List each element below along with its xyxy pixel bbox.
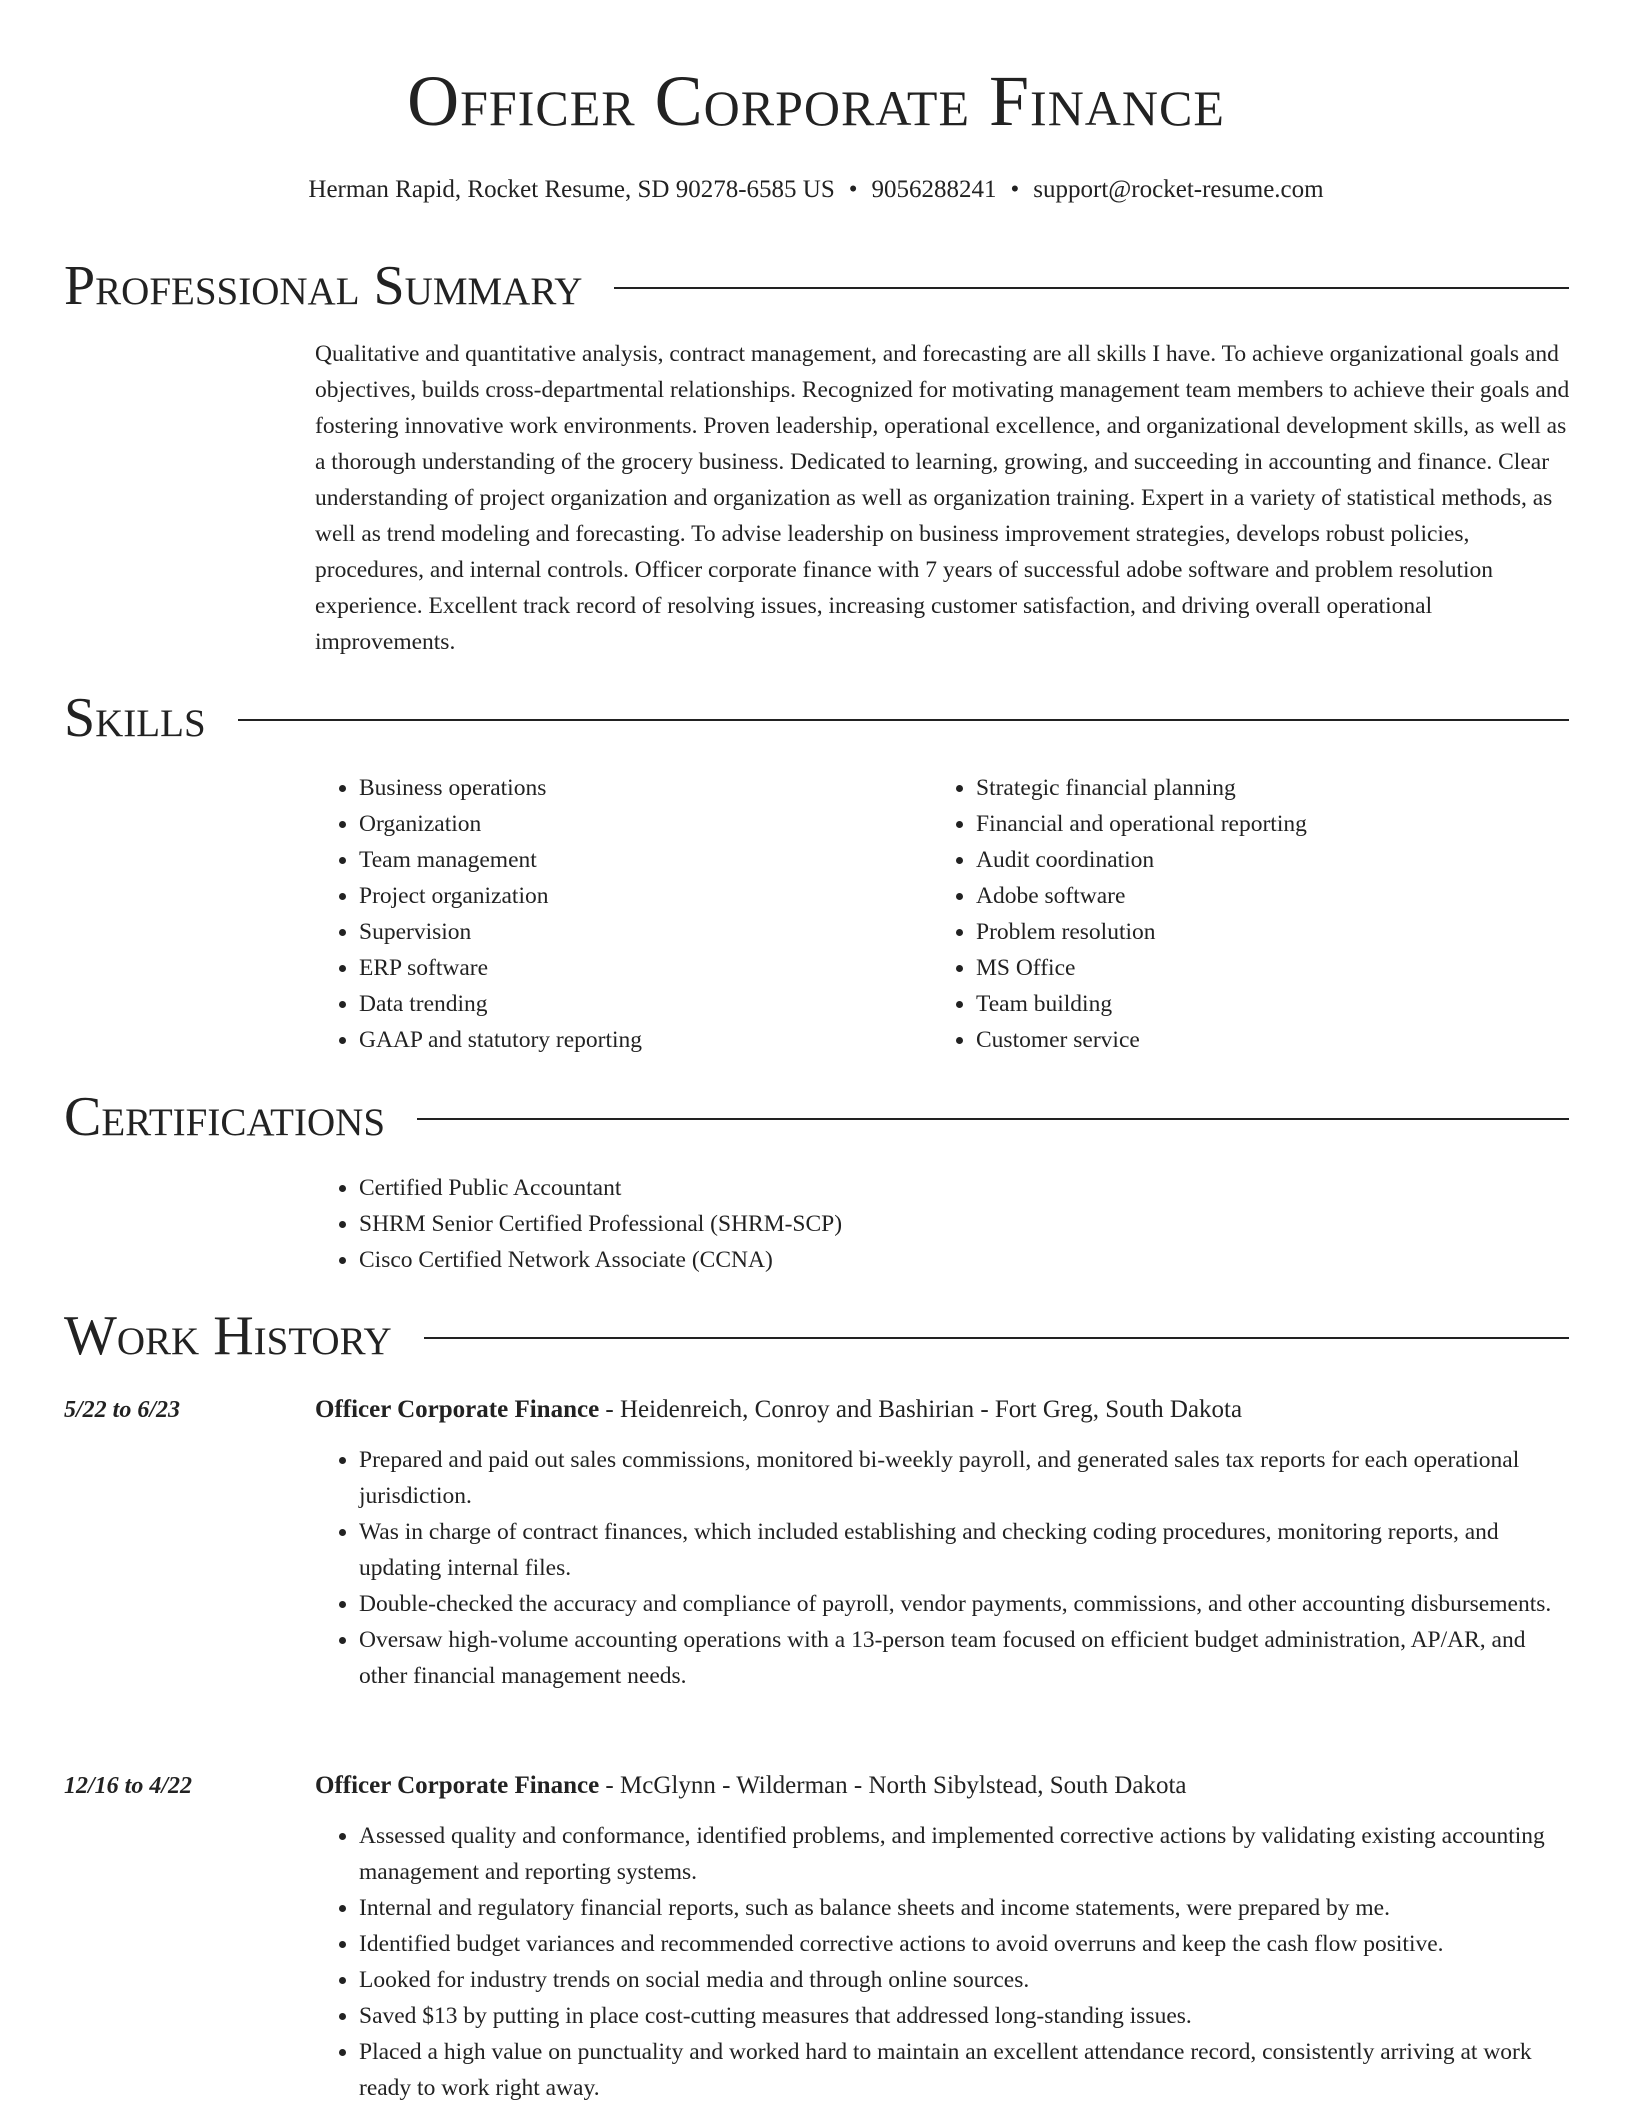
contact-separator: • [1010,176,1020,203]
duty-item: • Was in charge of contract finances, which included establishing and checking coding procedures, monitoring reports, and updating internal files. [359,1514,1570,1586]
skill-item: • Project organization [359,878,932,914]
section-title: Professional Summary [64,255,583,317]
duty-item: • Oversaw high-volume accounting operations with a 13-person team focused on efficient budget administration, AP/AR, and other financial management needs. [359,1622,1570,1694]
duty-item: • Assessed quality and conformance, identified problems, and implemented corrective actions by validating existing accounting management and reporting systems. [359,1818,1570,1890]
section-divider [238,719,1569,721]
certifications-list [315,1170,1570,1278]
duty-item: • Looked for industry trends on social media and through online sources. [359,1962,1570,1998]
section-title: Certifications [64,1086,386,1148]
work-history-section-header [64,1304,1569,1368]
skill-item: • Financial and operational reporting [976,806,1549,842]
job-employer: McGlynn - Wilderman - North Sibylstead, South Dakota [620,1772,1187,1799]
contact-address: Herman Rapid, Rocket Resume, SD 90278-6585 US [308,176,835,203]
skill-item: • Customer service [976,1022,1549,1058]
skills-list [315,770,1570,1058]
job-title-line [315,1392,1242,1428]
duty-item: • Internal and regulatory financial reports, such as balance sheets and income statements, were prepared by me. [359,1890,1570,1926]
skill-item: • Data trending [359,986,932,1022]
skills-column-left [315,770,932,1058]
job-dates: 5/22 to 6/23 [64,1397,181,1423]
section-divider [614,287,1569,289]
job-employer: Heidenreich, Conroy and Bashirian - Fort Greg, South Dakota [620,1396,1243,1423]
duty-item: • Identified budget variances and recommended corrective actions to avoid overruns and keep the cash flow positive. [359,1926,1570,1962]
resume-name: Officer Corporate Finance [407,61,1225,141]
job-duties [315,1818,1570,2106]
job-title-separator: - [599,1396,620,1423]
skill-item: • Adobe software [976,878,1549,914]
contact-line [0,173,1632,207]
skills-column-right [932,770,1549,1058]
skill-item: • Strategic financial planning [976,770,1549,806]
certification-item: • Cisco Certified Network Associate (CCNA) [359,1242,1570,1278]
certification-item: • Certified Public Accountant [359,1170,1570,1206]
summary-text: Qualitative and quantitative analysis, contract management, and forecasting are all skills I have. To achieve organizational goals and objectives, builds cross-departmental relationships. Recognized for motivating management team members to achieve their goals and fostering innovative work environments. Proven leadership, operational excellence, and organizational development skills, as well as a thorough understanding of the grocery business. Dedicated to learning, growing, and succeeding in accounting and finance. Clear understanding of project organization and organization as well as organization training. Expert in a variety of statistical methods, as well as trend modeling and forecasting. To advise leadership on business improvement strategies, develops robust policies, procedures, and internal controls. Officer corporate finance with 7 years of successful adobe software and problem resolution experience. Excellent track record of resolving issues, increasing customer satisfaction, and driving overall operational improvements. [315,341,1570,655]
summary-section-header [64,254,1569,318]
duty-item: • Prepared and paid out sales commissions, monitored bi-weekly payroll, and generated sales tax reports for each operational jurisdiction. [359,1442,1570,1514]
job-title-separator: - [599,1772,620,1799]
skill-item: • Business operations [359,770,932,806]
section-divider [417,1118,1569,1120]
skill-item: • Team building [976,986,1549,1022]
skill-item: • Supervision [359,914,932,950]
skill-item: • Team management [359,842,932,878]
skill-item: • GAAP and statutory reporting [359,1022,932,1058]
job-title-line [315,1768,1187,1804]
contact-email: support@rocket-resume.com [1033,176,1324,203]
skill-item: • Problem resolution [976,914,1549,950]
duty-item: • Placed a high value on punctuality and worked hard to maintain an excellent attendance record, consistently arriving at work ready to work right away. [359,2034,1570,2106]
section-title: Skills [64,687,206,749]
section-divider [424,1337,1569,1339]
duty-item: • Saved $13 by putting in place cost-cutting measures that addressed long-standing issues. [359,1998,1570,2034]
contact-separator: • [848,176,858,203]
skill-item: • MS Office [976,950,1549,986]
skill-item: • Audit coordination [976,842,1549,878]
contact-phone: 9056288241 [871,176,997,203]
job-title: Officer Corporate Finance [315,1772,600,1799]
job-duties [315,1442,1570,1694]
duty-item: • Double-checked the accuracy and compliance of payroll, vendor payments, commissions, and other accounting disbursements. [359,1586,1570,1622]
job-dates: 12/16 to 4/22 [64,1773,193,1799]
skill-item: • ERP software [359,950,932,986]
certification-item: • SHRM Senior Certified Professional (SHRM-SCP) [359,1206,1570,1242]
skill-item: • Organization [359,806,932,842]
certifications-section-header [64,1085,1569,1149]
job-title: Officer Corporate Finance [315,1396,600,1423]
section-title: Work History [64,1305,392,1367]
skills-section-header [64,686,1569,750]
